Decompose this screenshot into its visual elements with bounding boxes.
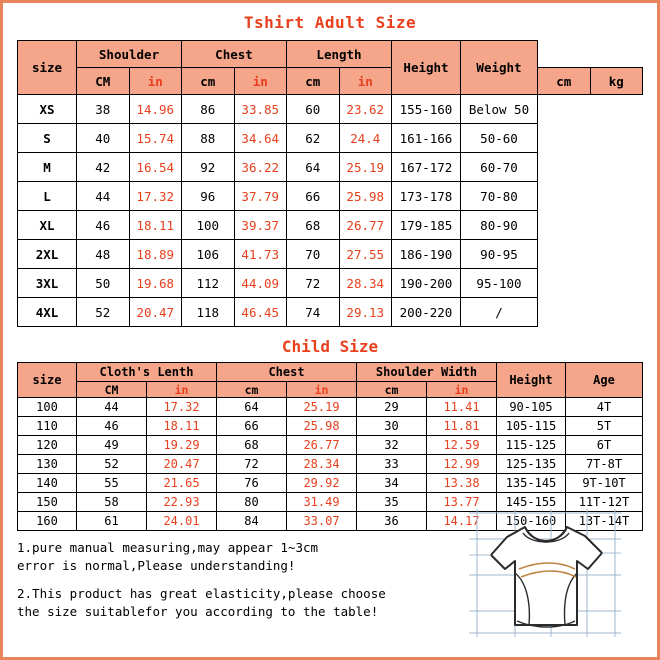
child-cell-height: 115-125 [497, 436, 566, 455]
child-cell-age: 11T-12T [566, 493, 643, 512]
child-cell-size: 150 [18, 493, 77, 512]
child-unit-shoulder-in: in [427, 382, 497, 398]
adult-cell-size: 4XL [18, 298, 77, 327]
child-cell-chest-in: 31.49 [287, 493, 357, 512]
adult-cell-length-in: 29.13 [339, 298, 392, 327]
adult-cell-height: 155-160 [392, 95, 461, 124]
child-cell-height: 150-160 [497, 512, 566, 531]
adult-cell-size: 3XL [18, 269, 77, 298]
adult-cell-height: 161-166 [392, 124, 461, 153]
child-cell-chest-in: 33.07 [287, 512, 357, 531]
adult-cell-chest-in: 44.09 [234, 269, 287, 298]
adult-cell-length-cm: 60 [287, 95, 340, 124]
adult-cell-chest-in: 46.45 [234, 298, 287, 327]
adult-cell-chest-in: 39.37 [234, 211, 287, 240]
adult-unit-chest-in: in [234, 68, 287, 95]
notes-section [17, 539, 417, 622]
child-cell-height: 105-115 [497, 417, 566, 436]
adult-cell-shoulder-cm: 48 [77, 240, 130, 269]
child-cell-shoulder-cm: 32 [357, 436, 427, 455]
adult-cell-height: 179-185 [392, 211, 461, 240]
table-row [18, 474, 643, 493]
child-cell-length-in: 18.11 [147, 417, 217, 436]
child-cell-height: 125-135 [497, 455, 566, 474]
adult-unit-weight-kg: kg [590, 68, 643, 95]
child-header-cloth-length: Cloth's Lenth [77, 363, 217, 382]
child-cell-size: 160 [18, 512, 77, 531]
child-cell-length-in: 24.01 [147, 512, 217, 531]
table-row [18, 417, 643, 436]
child-cell-chest-in: 25.98 [287, 417, 357, 436]
adult-header-shoulder: Shoulder [77, 41, 182, 68]
child-cell-shoulder-cm: 30 [357, 417, 427, 436]
child-cell-length-in: 17.32 [147, 398, 217, 417]
adult-cell-size: S [18, 124, 77, 153]
adult-cell-length-cm: 70 [287, 240, 340, 269]
child-cell-chest-cm: 84 [217, 512, 287, 531]
adult-cell-shoulder-in: 17.32 [129, 182, 182, 211]
adult-cell-size: L [18, 182, 77, 211]
adult-header-height: Height [392, 41, 461, 95]
child-cell-chest-cm: 66 [217, 417, 287, 436]
tshirt-diagram [455, 503, 635, 643]
child-cell-length-cm: 61 [77, 512, 147, 531]
child-cell-height: 135-145 [497, 474, 566, 493]
child-cell-shoulder-in: 12.59 [427, 436, 497, 455]
child-cell-age: 13T-14T [566, 512, 643, 531]
adult-cell-shoulder-in: 18.89 [129, 240, 182, 269]
child-cell-size: 110 [18, 417, 77, 436]
adult-cell-length-cm: 64 [287, 153, 340, 182]
child-cell-length-cm: 52 [77, 455, 147, 474]
adult-unit-length-cm: cm [287, 68, 340, 95]
child-header-chest: Chest [217, 363, 357, 382]
adult-cell-shoulder-in: 20.47 [129, 298, 182, 327]
child-cell-age: 4T [566, 398, 643, 417]
adult-cell-chest-cm: 100 [182, 211, 235, 240]
adult-cell-length-in: 24.4 [339, 124, 392, 153]
adult-cell-height: 186-190 [392, 240, 461, 269]
table-row [18, 436, 643, 455]
adult-header-row-1 [18, 41, 643, 68]
adult-cell-shoulder-in: 19.68 [129, 269, 182, 298]
child-unit-length-cm: CM [77, 382, 147, 398]
adult-cell-length-cm: 72 [287, 269, 340, 298]
note-elasticity [17, 585, 417, 621]
adult-cell-weight: / [461, 298, 538, 327]
note-measuring-line1: 1.pure manual measuring,may appear 1~3cm [17, 540, 319, 555]
adult-cell-shoulder-in: 18.11 [129, 211, 182, 240]
adult-cell-length-cm: 68 [287, 211, 340, 240]
note-measuring [17, 539, 417, 575]
adult-cell-length-in: 25.98 [339, 182, 392, 211]
adult-cell-length-in: 28.34 [339, 269, 392, 298]
adult-cell-height: 167-172 [392, 153, 461, 182]
adult-cell-weight: Below 50 [461, 95, 538, 124]
child-cell-chest-in: 29.92 [287, 474, 357, 493]
child-cell-shoulder-cm: 36 [357, 512, 427, 531]
table-row [18, 298, 643, 327]
adult-cell-chest-cm: 96 [182, 182, 235, 211]
adult-cell-chest-in: 37.79 [234, 182, 287, 211]
child-cell-chest-in: 28.34 [287, 455, 357, 474]
child-cell-length-in: 21.65 [147, 474, 217, 493]
note-measuring-line2: error is normal,Please understanding! [17, 558, 296, 574]
child-table-head [18, 363, 643, 398]
child-cell-size: 120 [18, 436, 77, 455]
child-cell-chest-cm: 68 [217, 436, 287, 455]
child-cell-size: 140 [18, 474, 77, 493]
adult-cell-length-cm: 62 [287, 124, 340, 153]
child-cell-length-cm: 44 [77, 398, 147, 417]
adult-cell-weight: 50-60 [461, 124, 538, 153]
tshirt-illustration-icon [455, 503, 635, 643]
table-row [18, 95, 643, 124]
adult-table-title: Tshirt Adult Size [243, 13, 417, 32]
table-row [18, 124, 643, 153]
child-cell-chest-cm: 72 [217, 455, 287, 474]
child-cell-shoulder-in: 13.38 [427, 474, 497, 493]
adult-cell-chest-cm: 118 [182, 298, 235, 327]
child-unit-chest-in: in [287, 382, 357, 398]
child-header-height: Height [497, 363, 566, 398]
adult-cell-shoulder-cm: 50 [77, 269, 130, 298]
table-row [18, 269, 643, 298]
adult-unit-height-cm: cm [538, 68, 591, 95]
child-cell-size: 100 [18, 398, 77, 417]
adult-cell-chest-in: 33.85 [234, 95, 287, 124]
table-row [18, 398, 643, 417]
child-cell-shoulder-cm: 34 [357, 474, 427, 493]
note-elasticity-line2: the size suitablefor you according to the table! [17, 604, 379, 620]
adult-cell-chest-in: 34.64 [234, 124, 287, 153]
adult-cell-chest-cm: 92 [182, 153, 235, 182]
adult-header-chest: Chest [182, 41, 287, 68]
child-header-size: size [18, 363, 77, 398]
child-unit-chest-cm: cm [217, 382, 287, 398]
adult-cell-size: XL [18, 211, 77, 240]
child-cell-shoulder-in: 12.99 [427, 455, 497, 474]
adult-cell-length-in: 26.77 [339, 211, 392, 240]
child-header-shoulder-width: Shoulder Width [357, 363, 497, 382]
adult-unit-chest-cm: cm [182, 68, 235, 95]
adult-unit-length-in: in [339, 68, 392, 95]
child-cell-size: 130 [18, 455, 77, 474]
adult-unit-shoulder-in: in [129, 68, 182, 95]
child-cell-length-cm: 58 [77, 493, 147, 512]
adult-cell-weight: 90-95 [461, 240, 538, 269]
child-cell-length-cm: 55 [77, 474, 147, 493]
adult-header-row-2 [18, 68, 643, 95]
child-cell-shoulder-in: 11.41 [427, 398, 497, 417]
adult-cell-chest-cm: 86 [182, 95, 235, 124]
child-cell-height: 145-155 [497, 493, 566, 512]
child-cell-chest-cm: 76 [217, 474, 287, 493]
child-unit-length-in: in [147, 382, 217, 398]
child-table-title: Child Size [281, 337, 379, 356]
adult-cell-size: XS [18, 95, 77, 124]
adult-cell-shoulder-in: 16.54 [129, 153, 182, 182]
adult-cell-chest-cm: 106 [182, 240, 235, 269]
adult-unit-shoulder-cm: CM [77, 68, 130, 95]
adult-cell-length-cm: 66 [287, 182, 340, 211]
adult-table-head [18, 41, 643, 95]
adult-header-weight: Weight [461, 41, 538, 95]
adult-cell-shoulder-cm: 46 [77, 211, 130, 240]
adult-cell-weight: 70-80 [461, 182, 538, 211]
adult-cell-length-in: 27.55 [339, 240, 392, 269]
table-row [18, 455, 643, 474]
adult-cell-weight: 95-100 [461, 269, 538, 298]
child-cell-shoulder-in: 14.17 [427, 512, 497, 531]
child-cell-chest-cm: 64 [217, 398, 287, 417]
child-cell-shoulder-in: 13.77 [427, 493, 497, 512]
adult-cell-shoulder-in: 15.74 [129, 124, 182, 153]
child-cell-age: 7T-8T [566, 455, 643, 474]
adult-cell-shoulder-cm: 44 [77, 182, 130, 211]
note-elasticity-line1: 2.This product has great elasticity,please choose [17, 586, 386, 602]
adult-cell-length-in: 23.62 [339, 95, 392, 124]
adult-header-length: Length [287, 41, 392, 68]
adult-header-size: size [18, 41, 77, 95]
child-cell-shoulder-cm: 29 [357, 398, 427, 417]
adult-cell-height: 190-200 [392, 269, 461, 298]
adult-cell-shoulder-cm: 40 [77, 124, 130, 153]
child-cell-shoulder-in: 11.81 [427, 417, 497, 436]
adult-cell-shoulder-cm: 42 [77, 153, 130, 182]
adult-cell-height: 173-178 [392, 182, 461, 211]
adult-cell-size: M [18, 153, 77, 182]
table-row [18, 240, 643, 269]
adult-cell-weight: 60-70 [461, 153, 538, 182]
adult-cell-height: 200-220 [392, 298, 461, 327]
child-unit-shoulder-cm: cm [357, 382, 427, 398]
adult-cell-length-cm: 74 [287, 298, 340, 327]
adult-size-table [17, 40, 643, 327]
adult-table-body [18, 95, 643, 327]
adult-cell-chest-cm: 88 [182, 124, 235, 153]
adult-cell-chest-cm: 112 [182, 269, 235, 298]
table-row [18, 211, 643, 240]
adult-cell-size: 2XL [18, 240, 77, 269]
child-cell-shoulder-cm: 35 [357, 493, 427, 512]
child-cell-age: 5T [566, 417, 643, 436]
table-row [18, 182, 643, 211]
child-cell-length-cm: 46 [77, 417, 147, 436]
table-row [18, 153, 643, 182]
adult-cell-shoulder-cm: 38 [77, 95, 130, 124]
adult-cell-weight: 80-90 [461, 211, 538, 240]
adult-cell-shoulder-in: 14.96 [129, 95, 182, 124]
child-cell-chest-in: 26.77 [287, 436, 357, 455]
child-cell-age: 9T-10T [566, 474, 643, 493]
child-cell-length-in: 19.29 [147, 436, 217, 455]
adult-cell-shoulder-cm: 52 [77, 298, 130, 327]
child-cell-length-in: 22.93 [147, 493, 217, 512]
adult-cell-chest-in: 41.73 [234, 240, 287, 269]
adult-cell-chest-in: 36.22 [234, 153, 287, 182]
child-cell-height: 90-105 [497, 398, 566, 417]
child-cell-length-cm: 49 [77, 436, 147, 455]
child-cell-chest-in: 25.19 [287, 398, 357, 417]
child-cell-age: 6T [566, 436, 643, 455]
adult-cell-length-in: 25.19 [339, 153, 392, 182]
child-cell-length-in: 20.47 [147, 455, 217, 474]
child-header-row-1 [18, 363, 643, 382]
child-cell-shoulder-cm: 33 [357, 455, 427, 474]
child-cell-chest-cm: 80 [217, 493, 287, 512]
child-header-age: Age [566, 363, 643, 398]
